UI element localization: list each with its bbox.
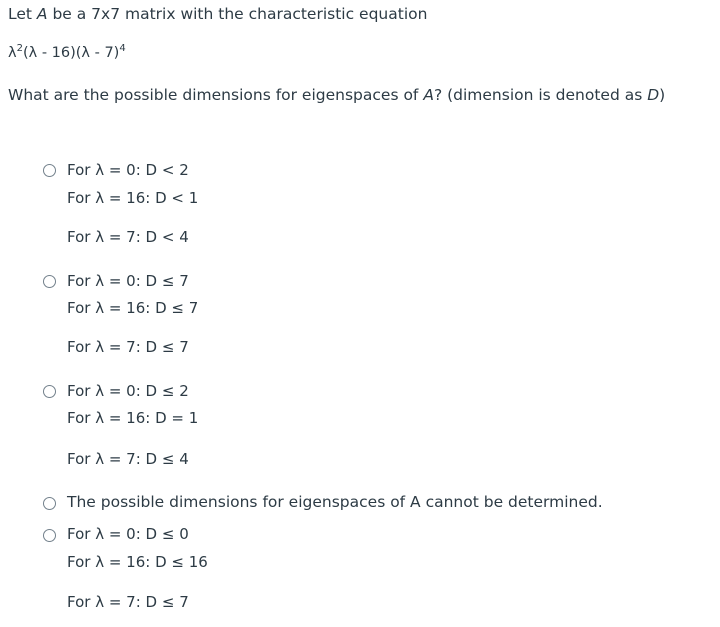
option-1-line-1: For λ = 0: D < 2 — [67, 161, 189, 179]
characteristic-equation: $\lambda^2(\lambda - 16)(\lambda - 7)^4$ — [8, 43, 126, 61]
option-5-line-3: For λ = 7: D ≤ 7 — [67, 593, 189, 611]
option-5-line-2: For λ = 16: D ≤ 16 — [67, 553, 208, 571]
option-3-radio[interactable] — [43, 385, 56, 398]
option-1-radio[interactable] — [43, 164, 56, 177]
option-3-line-2: For λ = 16: D = 1 — [67, 409, 199, 427]
option-2-line-3: For λ = 7: D ≤ 7 — [67, 338, 189, 356]
question-intro: Let A be a 7x7 matrix with the characteristic equation — [8, 5, 428, 23]
question-prompt: What are the possible dimensions for eigenspaces of A? (dimension is denoted as D) — [8, 86, 666, 104]
option-5-line-1: For λ = 0: D ≤ 0 — [67, 525, 189, 543]
option-3-line-3: For λ = 7: D ≤ 4 — [67, 450, 189, 468]
option-5-radio[interactable] — [43, 529, 56, 542]
option-3-line-1: For λ = 0: D ≤ 2 — [67, 382, 189, 400]
option-2-line-2: For λ = 16: D ≤ 7 — [67, 299, 199, 317]
option-4-label: The possible dimensions for eigenspaces of A cannot be determined. — [67, 493, 603, 511]
option-2-line-1: For λ = 0: D ≤ 7 — [67, 272, 189, 290]
option-2-radio[interactable] — [43, 275, 56, 288]
option-4-radio[interactable] — [43, 497, 56, 510]
option-1-line-2: For λ = 16: D < 1 — [67, 189, 199, 207]
option-1-line-3: For λ = 7: D < 4 — [67, 228, 189, 246]
